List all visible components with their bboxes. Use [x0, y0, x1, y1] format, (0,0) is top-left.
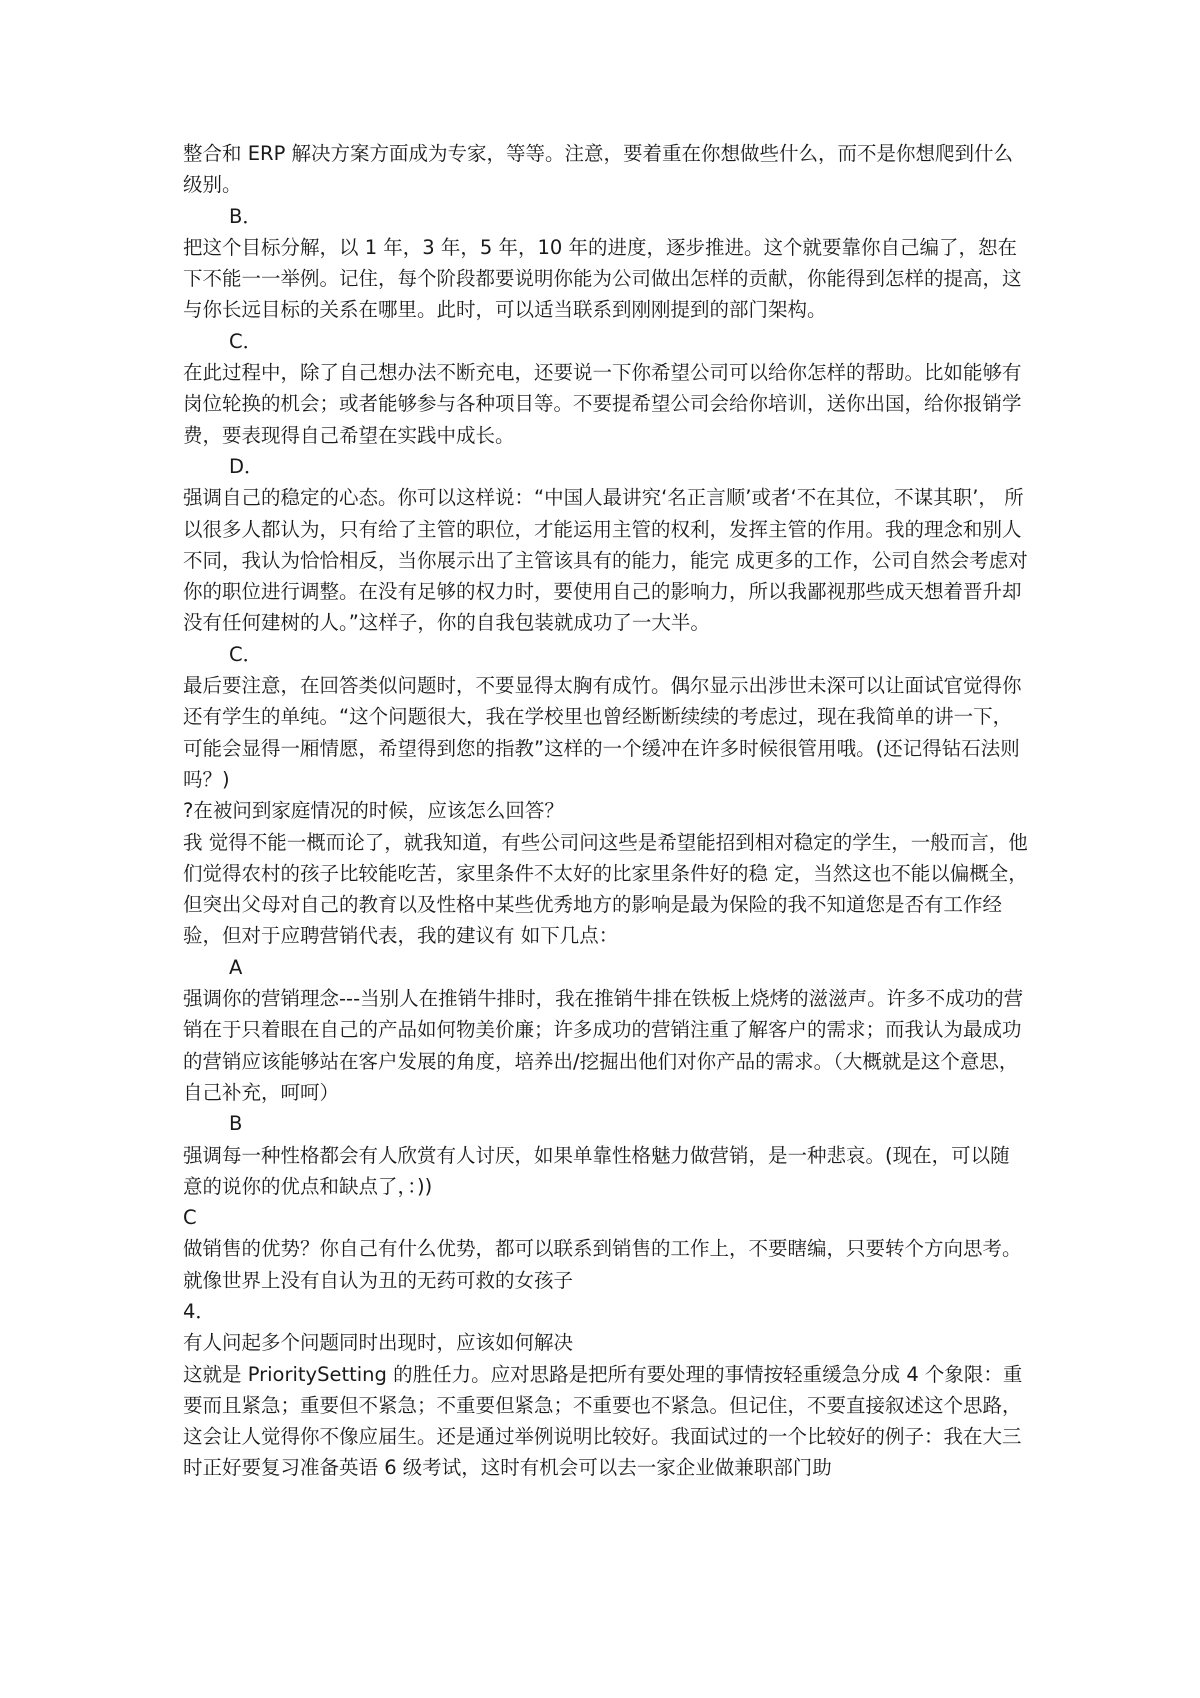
- paragraph: 强调每一种性格都会有人欣赏有人讨厌，如果单靠性格魅力做营销，是一种悲哀。(现在，可以随意的说你的优点和缺点了，：)): [183, 1143, 1010, 1198]
- section-label: D．: [229, 454, 264, 478]
- section-label: B: [229, 1112, 243, 1136]
- paragraph: 最后要注意，在回答类似问题时，不要显得太胸有成竹。偶尔显示出涉世未深可以让面试官觉得你还有学生的单纯。“这个问题很大，我在学校里也曾经断断续续的考虑过，现在我简单的讲一下，可能会显得一厢情愿，希望得到您的指教”这样的一个缓冲在许多时候很管用哦。(还记得钻石法则吗？): [183, 674, 1022, 791]
- paragraph: 这就是 PrioritySetting 的胜任力。应对思路是把所有要处理的事情按轻重缓急分成 4 个象限：重要而且紧急；重要但不紧急；不重要但紧急；不重要也不紧急。但记住，不要直接叙述这个思路，这会让人觉得你不像应届生。还是通过举例说明比较好。我面试过的一个比较好的例子：我在大三时正好要复习准备英语 6 级考试，这时有机会可以去一家企业做兼职部门助: [183, 1362, 1023, 1480]
- paragraph: 在此过程中，除了自己想办法不断充电，还要说一下你希望公司可以给你怎样的帮助。比如能够有岗位轮换的机会；或者能够参与各种项目等。不要提希望公司会给你培训，送你出国，给你报销学费，要表现得自己希望在实践中成长。: [183, 361, 1022, 447]
- section-label: C．: [229, 329, 263, 353]
- paragraph: 整合和 ERP 解决方案方面成为专家，等等。注意，要着重在你想做些什么，而不是你想爬到什么级别。: [183, 142, 1014, 197]
- section-label: A: [229, 955, 243, 979]
- paragraph: 做销售的优势？你自己有什么优势，都可以联系到销售的工作上，不要瞎编，只要转个方向思考。就像世界上没有自认为丑的无药可救的女孩子: [183, 1237, 1022, 1292]
- paragraph: 4．: [183, 1299, 215, 1323]
- paragraph: ?在被问到家庭情况的时候，应该怎么回答？: [183, 799, 564, 823]
- paragraph: 我 觉得不能一概而论了，就我知道，有些公司问这些是希望能招到相对稳定的学生，一般而言，他们觉得农村的孩子比较能吃苦，家里条件不太好的比家里条件好的稳 定，当然这也不能以偏概全，但突出父母对自己的教育以及性格中某些优秀地方的影响是最为保险的我不知道您是否有工作经验，但对于应聘营销代表，我的建议有 如下几点：: [183, 830, 1028, 948]
- document-body: [183, 138, 1028, 1484]
- section-label: C．: [229, 642, 263, 666]
- paragraph: C: [183, 1206, 197, 1230]
- paragraph: 强调你的营销理念---当别人在推销牛排时，我在推销牛排在铁板上烧烤的滋滋声。许多不成功的营销在于只着眼在自己的产品如何物美价廉；许多成功的营销注重了解客户的需求；而我认为最成功的营销应该能够站在客户发展的角度，培养出/挖掘出他们对你产品的需求。（大概就是这个意思，自己补充，呵呵）: [183, 987, 1024, 1104]
- paragraph: 把这个目标分解，以 1 年，3 年，5 年，10 年的进度，逐步推进。这个就要靠你自己编了，恕在下不能一一举例。记住，每个阶段都要说明你能为公司做出怎样的贡献，你能得到怎样的提高，这与你长远目标的关系在哪里。此时，可以适当联系到刚刚提到的部门架构。: [183, 235, 1022, 322]
- paragraph: 有人问起多个问题同时出现时，应该如何解决: [183, 1331, 574, 1355]
- section-label: B．: [229, 204, 262, 228]
- paragraph: 强调自己的稳定的心态。你可以这样说：“中国人最讲究‘名正言顺’或者‘不在其位，不谋其职’， 所以很多人都认为，只有给了主管的职位，才能运用主管的权利，发挥主管的作用。我的理念和别人不同，我认为恰恰相反，当你展示出了主管该具有的能力，能完 成更多的工作，公司自然会考虑对你的职位进行调整。在没有足够的权力时，要使用自己的影响力，所以我鄙视那些成天想着晋升却没有任何建树的人。”这样子，你的自我包装就成功了一大半。: [183, 486, 1028, 635]
